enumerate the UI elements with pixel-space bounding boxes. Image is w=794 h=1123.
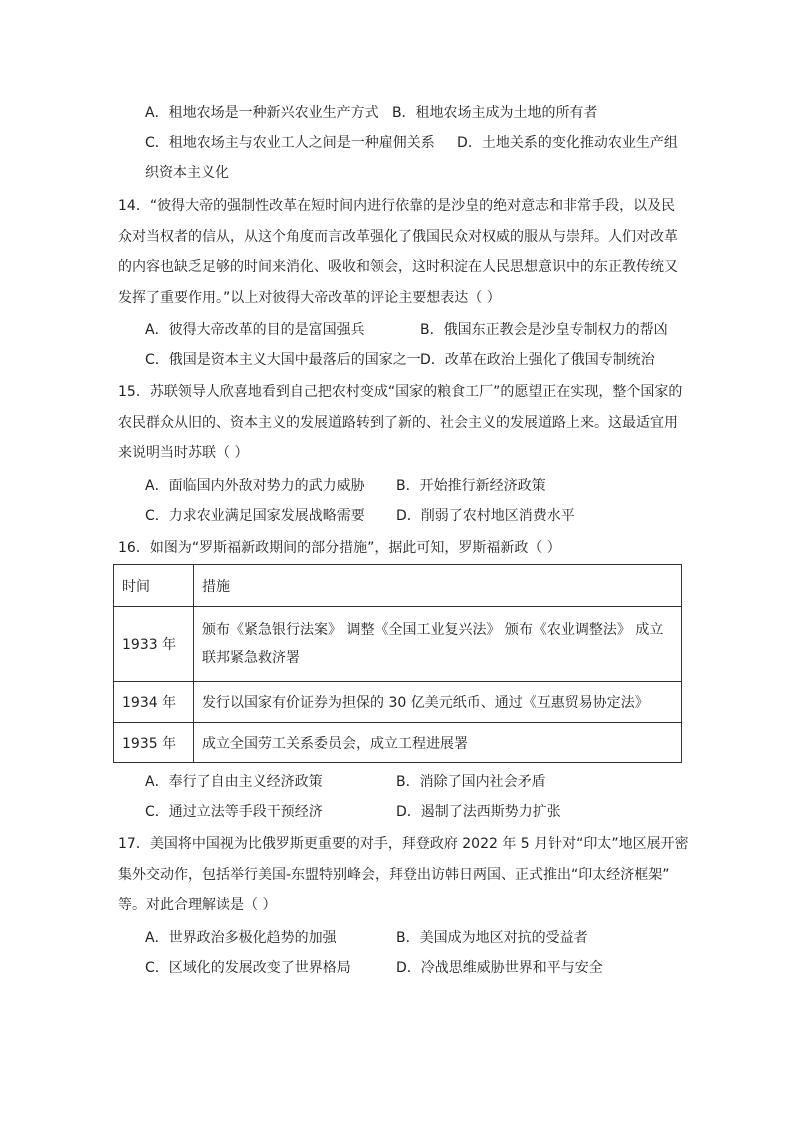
row-measures-line-1: 颁布《紧急银行法案》 调整《全国工业复兴法》 颁布《农业调整法》 成立 bbox=[202, 622, 664, 638]
q15-stem-line-2: 农民群众从旧的、资本主义的发展道路转到了新的、社会主义的发展道路上来。这最适宜用 bbox=[118, 415, 678, 431]
q17-option-a: A．世界政治多极化趋势的加强 bbox=[145, 930, 337, 946]
q16-option-d: D．遏制了法西斯势力扩张 bbox=[396, 804, 561, 820]
row-measures-line-2: 联邦紧急救济署 bbox=[202, 650, 300, 666]
header-measures: 措施 bbox=[194, 565, 682, 607]
q17-stem-line-1: 17．美国将中国视为比俄罗斯更重要的对手，拜登政府 2022 年 5 月针对“印太”地区展开密 bbox=[118, 836, 689, 852]
q14-stem-line-1: 14．“彼得大帝的强制性改革在短时间内进行依靠的是沙皇的绝对意志和非常手段，以及民 bbox=[118, 198, 676, 214]
row-measures: 成立全国劳工关系委员会，成立工程进展署 bbox=[194, 723, 682, 763]
q16-option-b: B．消除了国内社会矛盾 bbox=[396, 774, 546, 790]
q14-stem-line-3: 的内容也缺乏足够的时间来消化、吸收和领会，这时积淀在人民思想意识中的东正教传统又 bbox=[118, 259, 678, 275]
table-row bbox=[114, 723, 682, 763]
header-time: 时间 bbox=[114, 565, 194, 607]
q17-option-c: C．区域化的发展改变了世界格局 bbox=[145, 960, 351, 976]
q15-option-b: B．开始推行新经济政策 bbox=[396, 478, 546, 494]
q14-option-c: C．俄国是资本主义大国中最落后的国家之一 bbox=[145, 352, 421, 368]
new-deal-measures-table bbox=[113, 564, 682, 763]
q15-stem-line-3: 来说明当时苏联（ ） bbox=[118, 445, 249, 461]
q16-option-c: C．通过立法等手段干预经济 bbox=[145, 804, 323, 820]
q16-option-a: A．奉行了自由主义经济政策 bbox=[145, 774, 323, 790]
q17-stem-line-2: 集外交动作，包括举行美国-东盟特别峰会，拜登出访韩日两国、正式推出“印太经济框架” bbox=[118, 867, 670, 883]
table-row bbox=[114, 682, 682, 723]
q14-option-d: D．改革在政治上强化了俄国专制统治 bbox=[420, 352, 655, 368]
q13-options-row-1 bbox=[145, 103, 598, 123]
q15-option-c: C．力求农业满足国家发展战略需要 bbox=[145, 508, 365, 524]
q13-option-d: D．土地关系的变化推动农业生产组 bbox=[457, 135, 678, 151]
q13-option-d-continued: 织资本主义化 bbox=[145, 165, 229, 181]
q17-option-d: D．冷战思维威胁世界和平与安全 bbox=[396, 960, 603, 976]
q13-option-c: C．租地农场主与农业工人之间是一种雇佣关系 bbox=[145, 135, 435, 151]
q13-option-b: B．租地农场主成为土地的所有者 bbox=[391, 105, 598, 121]
q15-option-d: D．削弱了农村地区消费水平 bbox=[396, 508, 575, 524]
row-measures bbox=[194, 607, 682, 682]
row-measures: 发行以国家有价证券为担保的 30 亿美元纸币、通过《互惠贸易协定法》 bbox=[194, 682, 682, 723]
q13-options-row-2 bbox=[145, 133, 678, 153]
q15-option-a: A．面临国内外敌对势力的武力威胁 bbox=[145, 478, 365, 494]
q17-option-b: B．美国成为地区对抗的受益者 bbox=[396, 930, 588, 946]
row-year: 1933 年 bbox=[114, 607, 194, 682]
table-row bbox=[114, 607, 682, 682]
q14-option-a: A．彼得大帝改革的目的是富国强兵 bbox=[145, 322, 365, 338]
q15-stem-line-1: 15．苏联领导人欣喜地看到自己把农村变成“国家的粮食工厂”的愿望正在实现，整个国家的 bbox=[118, 384, 683, 400]
q14-option-b: B．俄国东正教会是沙皇专制权力的帮凶 bbox=[420, 322, 668, 338]
table-header-row bbox=[114, 565, 682, 607]
row-year: 1935 年 bbox=[114, 723, 194, 763]
q16-stem: 16．如图为“罗斯福新政期间的部分措施”，据此可知，罗斯福新政（ ） bbox=[118, 540, 561, 556]
q17-stem-line-3: 等。对此合理解读是（ ） bbox=[118, 897, 277, 913]
q13-option-a: A．租地农场是一种新兴农业生产方式 bbox=[145, 105, 379, 121]
row-year: 1934 年 bbox=[114, 682, 194, 723]
q14-stem-line-2: 众对当权者的信从，从这个角度而言改革强化了俄国民众对权威的服从与崇拜。人们对改革 bbox=[118, 229, 678, 245]
q14-stem-line-4: 发挥了重要作用。”以上对彼得大帝改革的评论主要想表达（ ） bbox=[118, 290, 501, 306]
